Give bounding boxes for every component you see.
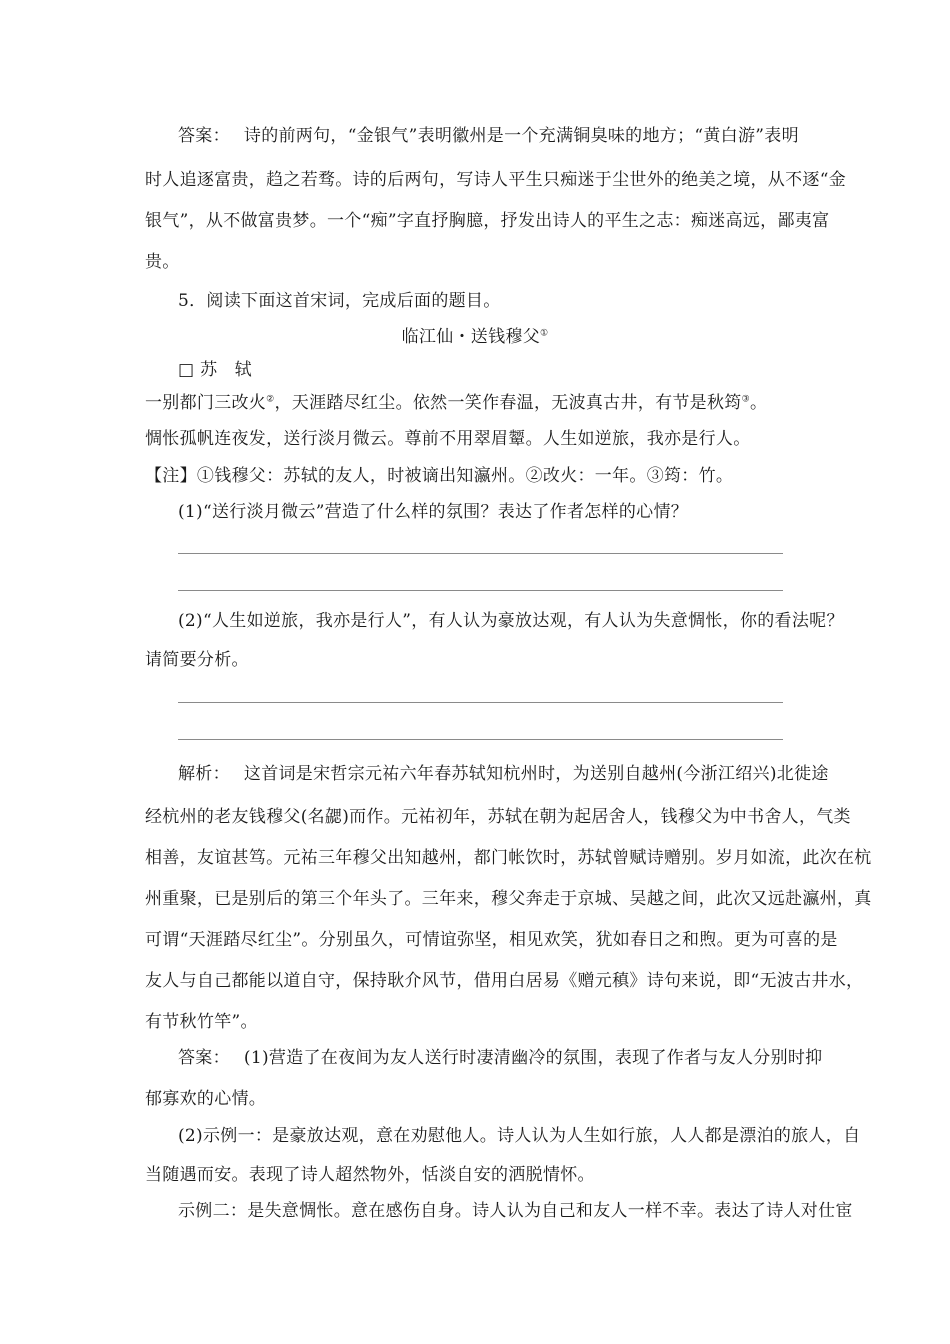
analysis-line-2: 经杭州的老友钱穆父(名勰)而作。元祐初年，苏轼在朝为起居舍人，钱穆父为中书舍人，气类 (145, 807, 851, 827)
analysis-label: 解析： (178, 764, 230, 784)
answer-blank-line (178, 739, 783, 740)
answer-label: 答案： (178, 1048, 230, 1068)
analysis-line-3: 相善，友谊甚笃。元祐三年穆父出知越州，都门帐饮时，苏轼曾赋诗赠别。岁月如流，此次在杭 (145, 848, 872, 868)
poem-line-1-c: 。 (749, 393, 768, 413)
answer-example-1-line-2: 当随遇而安。表现了诗人超然物外，恬淡自安的洒脱情怀。 (145, 1165, 595, 1185)
question5-intro: 5．阅读下面这首宋词，完成后面的题目。 (178, 291, 501, 311)
analysis-line-6: 友人与自己都能以道自守，保持耿介风节，借用白居易《赠元稹》诗句来说，即“无波古井水， (145, 971, 864, 991)
analysis-line-7: 有节秋竹竿”。 (145, 1012, 258, 1032)
answer-prev-line-2: 时人追逐富贵，趋之若骛。诗的后两句，写诗人平生只痴迷于尘世外的绝美之境，从不逐“金 (145, 170, 846, 190)
poem-line-1-b: ，天涯踏尽红尘。依然一笑作春温，无波真古井，有节是秋筠 (274, 393, 742, 413)
question-2-line-2: 请简要分析。 (145, 650, 249, 670)
question-2-line-1: (2)“人生如逆旅，我亦是行人”，有人认为豪放达观，有人认为失意惆怅，你的看法呢？ (178, 611, 844, 631)
answer-example-2-line-1: 示例二：是失意惆怅。意在感伤自身。诗人认为自己和友人一样不幸。表达了诗人对仕宦 (178, 1201, 853, 1221)
analysis-line-1 (178, 762, 843, 786)
answer-line-2: 郁寡欢的心情。 (145, 1089, 267, 1109)
analysis-line-4: 州重聚，已是别后的第三个年头了。三年来，穆父奔走于京城、吴越之间，此次又远赴瀛州，真 (145, 889, 872, 909)
answer-line-1 (178, 1046, 843, 1070)
answer-label: 答案： (178, 126, 230, 146)
poem-line-1-a: 一别都门三改火 (145, 393, 267, 413)
poem-title-text: 临江仙・送钱穆父 (401, 327, 541, 347)
answer-blank-line (178, 590, 783, 591)
poem-author: □ 苏 轼 (178, 360, 252, 380)
question-1: (1)“送行淡月微云”营造了什么样的氛围？表达了作者怎样的心情？ (178, 502, 689, 522)
answer-prev-line-1 (178, 124, 843, 148)
answer-example-1-line-1: (2)示例一：是豪放达观，意在劝慰他人。诗人认为人生如行旅，人人都是漂泊的旅人，自 (178, 1126, 861, 1146)
poem-note: 【注】①钱穆父：苏轼的友人，时被谪出知瀛州。②改火：一年。③筠：竹。 (145, 466, 734, 486)
analysis-line-5: 可谓“天涯踏尽红尘”。分别虽久，可情谊弥坚，相见欢笑，犹如春日之和煦。更为可喜的是 (145, 930, 838, 950)
poem-line-2: 惆怅孤帆连夜发，送行淡月微云。尊前不用翠眉颦。人生如逆旅，我亦是行人。 (145, 429, 751, 449)
answer-prev-line-4: 贵。 (145, 252, 180, 272)
poem-line-1 (145, 391, 810, 415)
answer-prev-text: 诗的前两句，“金银气”表明徽州是一个充满铜臭味的地方；“黄白游”表明 (243, 126, 799, 146)
analysis-text: 这首词是宋哲宗元祐六年春苏轼知杭州时，为送别自越州(今浙江绍兴)北徙途 (243, 764, 829, 784)
poem-note-ref-2: ② (266, 394, 275, 405)
poem-title-note: ① (540, 328, 549, 339)
poem-note-ref-3: ③ (741, 394, 750, 405)
poem-title (0, 325, 950, 349)
answer-blank-line (178, 553, 783, 554)
answer-prev-line-3: 银气”，从不做富贵梦。一个“痴”字直抒胸臆，抒发出诗人的平生之志：痴迷高远，鄙夷富 (145, 211, 830, 231)
answer-blank-line (178, 702, 783, 703)
answer-text: (1)营造了在夜间为友人送行时凄清幽冷的氛围，表现了作者与友人分别时抑 (243, 1048, 823, 1068)
